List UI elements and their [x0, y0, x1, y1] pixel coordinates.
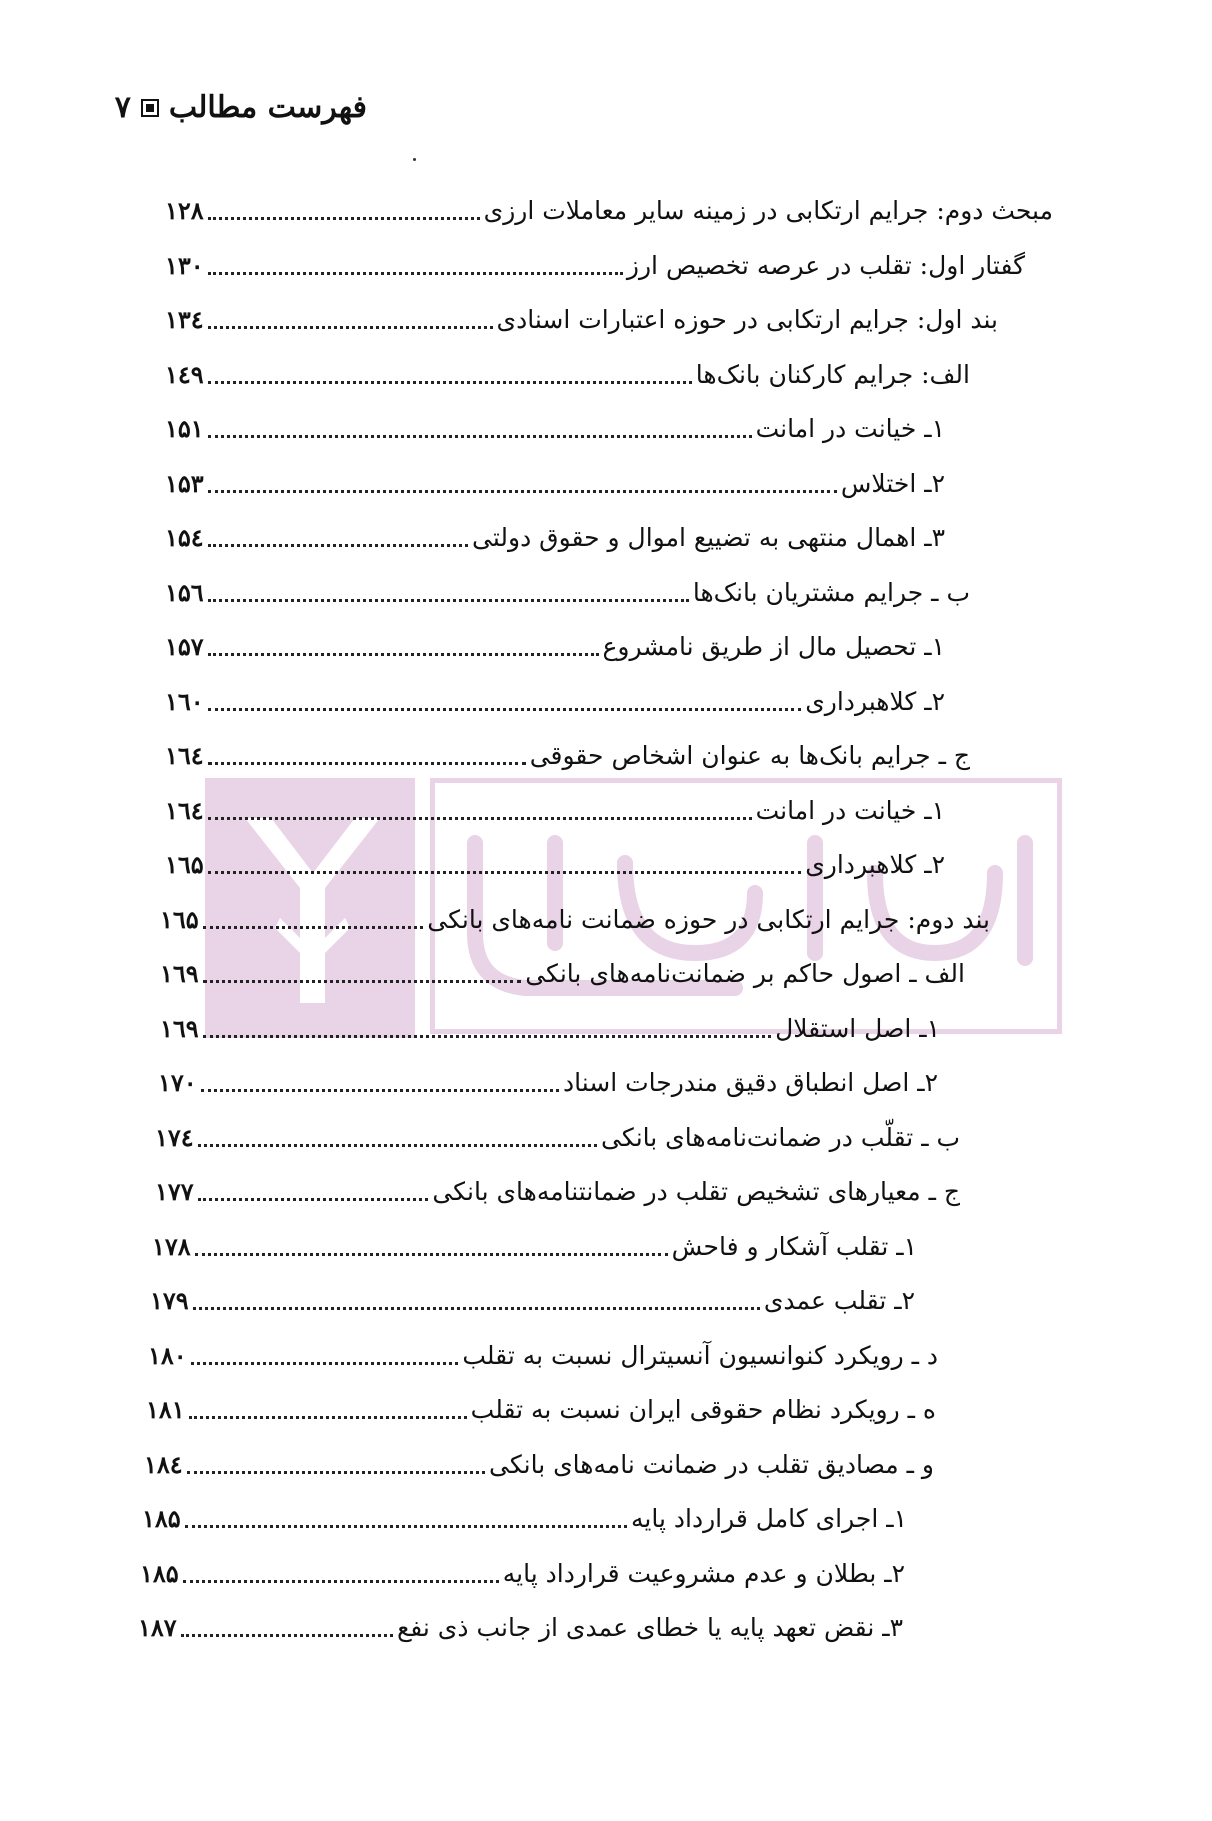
toc-entry-page: ۱۳٤ — [165, 304, 204, 334]
toc-entry-title: الف: جرایم کارکنان بانک‌ها — [695, 359, 970, 389]
toc-entry-title: ۲ـ تقلب عمدی — [763, 1285, 915, 1315]
toc-entry-page: ۱٦۹ — [160, 1013, 199, 1043]
dot-leader — [185, 1525, 627, 1528]
toc-entry-page: ۱٤۹ — [165, 359, 204, 389]
toc-entry-title: مبحث دوم: جرایم ارتکابی در زمینه سایر معاملات ارزی — [483, 195, 1053, 225]
toc-entry-title: ۱ـ اصل استقلال — [775, 1013, 940, 1043]
toc-entry — [165, 733, 970, 777]
toc-entry — [160, 951, 965, 995]
dot-leader — [201, 1089, 559, 1092]
dot-leader — [203, 926, 424, 929]
toc-entry-title: ۱ـ اجرای کامل قرارداد پایه — [630, 1503, 907, 1533]
dot-leader — [208, 599, 689, 602]
toc-entry — [165, 624, 945, 668]
dot-leader — [208, 381, 692, 384]
toc-entry-title: ۱ـ خیانت در امانت — [755, 413, 945, 443]
toc-entry — [165, 243, 1025, 287]
toc-entry — [165, 842, 945, 886]
toc-entry-page: ۱٦۵ — [160, 904, 199, 934]
toc-entry-title: بند اول: جرایم ارتکابی در حوزه اعتبارات اسنادی — [496, 304, 998, 334]
toc-entry — [165, 461, 945, 505]
dot-leader — [195, 1253, 668, 1256]
toc-entry — [160, 1006, 940, 1050]
toc-entry — [165, 788, 945, 832]
dot-leader — [203, 1035, 771, 1038]
toc-entry — [140, 1551, 905, 1595]
toc-entry-page: ۱۸۰ — [148, 1340, 187, 1370]
toc-entry-title: ۲ـ اصل انطباق دقیق مندرجات اسناد — [563, 1067, 938, 1097]
toc-entry-page: ۱٦٤ — [165, 795, 204, 825]
toc-entry-page: ۱۷۸ — [152, 1231, 191, 1261]
toc-entry-page: ۱٦۰ — [165, 686, 204, 716]
toc-entry-title: ۱ـ تحصیل مال از طریق نامشروع — [602, 631, 945, 661]
dot-leader — [187, 1471, 485, 1474]
toc-entry — [158, 1060, 938, 1104]
toc-entry-title: ب ـ تقلّب در ضمانت‌نامه‌های بانکی — [601, 1122, 960, 1152]
ink-speck — [413, 158, 416, 161]
toc-entry — [165, 188, 1053, 232]
toc-entry-title: ۳ـ اهمال منتهی به تضییع اموال و حقوق دولتی — [472, 522, 945, 552]
toc-entry — [138, 1605, 903, 1649]
dot-leader — [181, 1634, 393, 1637]
toc-entry-page: ۱۷٤ — [155, 1122, 194, 1152]
dot-leader — [208, 653, 599, 656]
toc-entry-title: ۲ـ اختلاس — [840, 468, 945, 498]
dot-leader — [208, 762, 526, 765]
toc-entry-title: ج ـ معیارهای تشخیص تقلب در ضمانتنامه‌های بانکی — [432, 1176, 960, 1206]
dot-leader — [208, 326, 493, 329]
toc-entry — [155, 1169, 960, 1213]
square-bullet-icon — [141, 99, 159, 117]
toc-entry-title: ۳ـ نقض تعهد پایه یا خطای عمدی از جانب ذی نفع — [396, 1612, 903, 1642]
toc-entry — [165, 570, 970, 614]
toc-entry-page: ۱۸۵ — [140, 1558, 179, 1588]
toc-entry — [150, 1278, 915, 1322]
toc-entry-page: ۱۲۸ — [165, 195, 204, 225]
toc-entry-page: ۱۷۷ — [155, 1176, 194, 1206]
toc-entry — [165, 515, 945, 559]
toc-entry-title: ج ـ جرایم بانک‌ها به عنوان اشخاص حقوقی — [529, 740, 970, 770]
toc-entry — [155, 1115, 960, 1159]
dot-leader — [208, 871, 802, 874]
toc-entry — [165, 352, 970, 396]
toc-entry-page: ۱۸۷ — [138, 1612, 177, 1642]
toc-entry — [165, 406, 945, 450]
header-page-number: ۷ — [114, 90, 131, 125]
toc-entry-page: ۱٦۹ — [160, 958, 199, 988]
toc-entry-title: ۲ـ کلاهبرداری — [805, 849, 945, 879]
toc-entry-page: ۱۸٤ — [144, 1449, 183, 1479]
toc-entry-page: ۱۵۷ — [165, 631, 204, 661]
toc-entry-page: ۱٦٤ — [165, 740, 204, 770]
toc-entry — [144, 1442, 934, 1486]
toc-entry-title: الف ـ اصول حاکم بر ضمانت‌نامه‌های بانکی — [525, 958, 965, 988]
page-header — [115, 90, 367, 125]
dot-leader — [208, 544, 468, 547]
toc-entry-page: ۱۵٤ — [165, 522, 204, 552]
toc-entry-page: ۱۵۳ — [165, 468, 204, 498]
toc-entry-title: ۲ـ بطلان و عدم مشروعیت قرارداد پایه — [502, 1558, 905, 1588]
toc-entry-page: ۱۷۰ — [158, 1067, 197, 1097]
toc-entry-page: ۱۳۰ — [165, 250, 204, 280]
toc-entry — [165, 297, 998, 341]
dot-leader — [208, 272, 623, 275]
toc-entry — [148, 1333, 938, 1377]
toc-entry-title: گفتار اول: تقلب در عرصه تخصیص ارز — [626, 250, 1025, 280]
dot-leader — [208, 817, 752, 820]
toc-entry — [152, 1224, 917, 1268]
dot-leader — [208, 708, 802, 711]
dot-leader — [208, 490, 837, 493]
dot-leader — [198, 1198, 429, 1201]
toc-entry-page: ۱۵۱ — [165, 413, 204, 443]
toc-entry-title: بند دوم: جرایم ارتکابی در حوزه ضمانت نامه‌های بانکی — [427, 904, 990, 934]
toc-entry-page: ۱۵٦ — [165, 577, 204, 607]
dot-leader — [191, 1362, 459, 1365]
dot-leader — [189, 1416, 467, 1419]
dot-leader — [183, 1580, 499, 1583]
toc-entry-page: ۱۷۹ — [150, 1285, 189, 1315]
toc-entry-title: ۱ـ خیانت در امانت — [755, 795, 945, 825]
toc-entry — [165, 679, 945, 723]
toc-entry-title: د ـ رویکرد کنوانسیون آنسیترال نسبت به تقلب — [462, 1340, 938, 1370]
toc-entry-title: ۱ـ تقلب آشکار و فاحش — [671, 1231, 917, 1261]
toc-entry-title: ب ـ جرایم مشتریان بانک‌ها — [692, 577, 970, 607]
header-title: فهرست مطالب — [168, 90, 367, 125]
toc-entry — [146, 1387, 936, 1431]
toc-entry — [142, 1496, 907, 1540]
toc-entry-title: ۲ـ کلاهبرداری — [805, 686, 945, 716]
toc-entry — [160, 897, 990, 941]
toc-entry-page: ۱۸۵ — [142, 1503, 181, 1533]
toc-entry-title: و ـ مصادیق تقلب در ضمانت نامه‌های بانکی — [488, 1449, 934, 1479]
toc-entry-page: ۱٦۵ — [165, 849, 204, 879]
toc-entry-page: ۱۸۱ — [146, 1394, 185, 1424]
dot-leader — [198, 1144, 597, 1147]
dot-leader — [193, 1307, 760, 1310]
toc-entry-title: ه ـ رویکرد نظام حقوقی ایران نسبت به تقلب — [470, 1394, 936, 1424]
dot-leader — [208, 217, 480, 220]
dot-leader — [208, 435, 752, 438]
dot-leader — [203, 980, 522, 983]
